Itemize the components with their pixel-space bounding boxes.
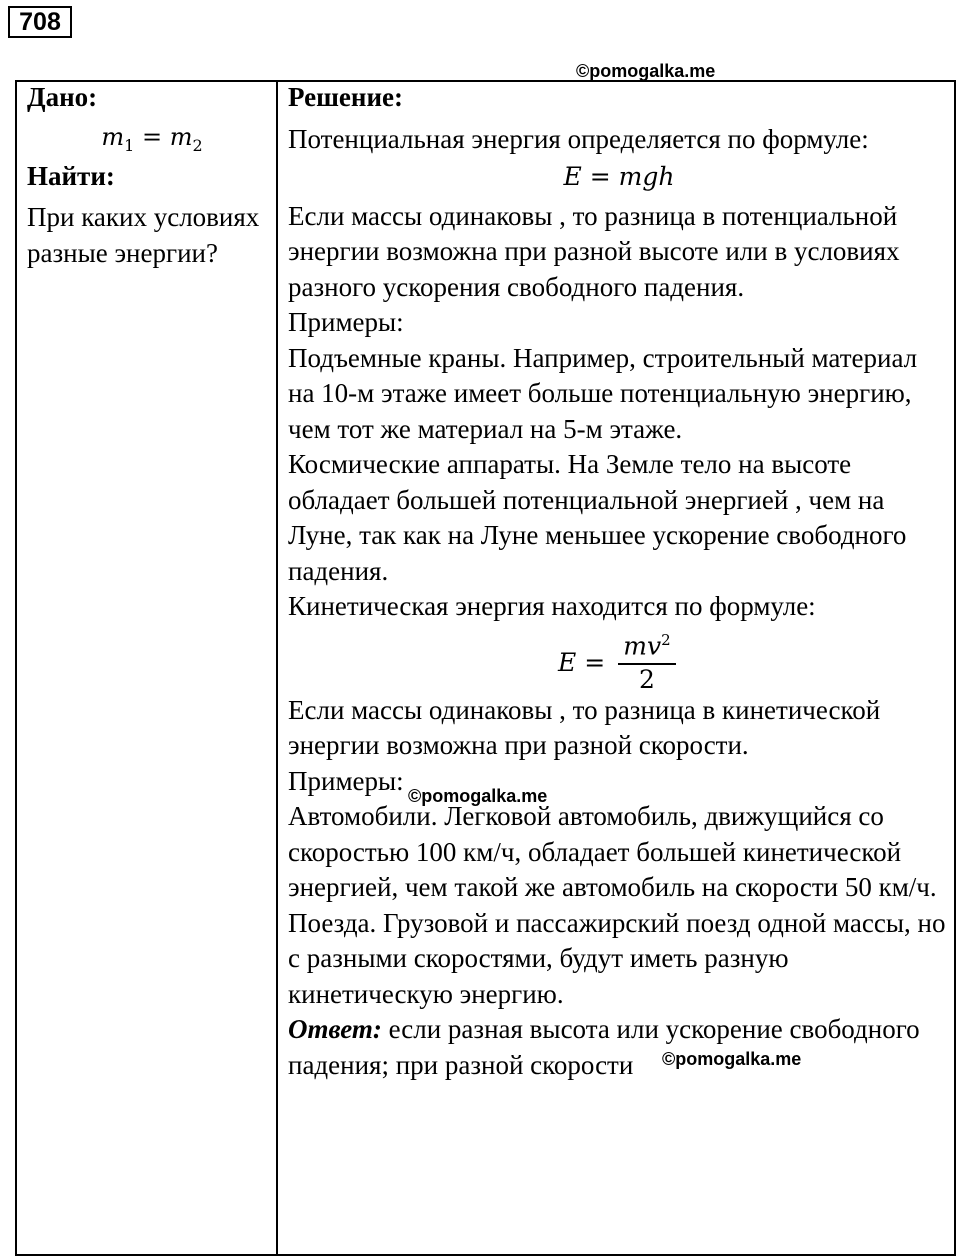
- find-heading: Найти:: [27, 160, 115, 191]
- solution-heading: Решение:: [288, 82, 403, 112]
- examples-label: Примеры:: [288, 307, 404, 337]
- find-question: При каких условиях разные энергии?: [27, 202, 260, 268]
- answer-label: Ответ:: [288, 1014, 382, 1044]
- examples-label: Примеры:: [288, 765, 404, 796]
- watermark: ©pomogalka.me: [408, 786, 548, 806]
- paragraph-kinetic-difference: Если массы одинаковы , то разница в кинетической энергии возможна при разной скорости.: [288, 694, 881, 760]
- fraction-numerator: $mv^2$: [618, 625, 676, 665]
- solution-column: [288, 80, 950, 1083]
- paragraph-cranes: Подъемные краны. Например, строительный материал на 10-м этаже имеет больше потенциальную энергию, чем тот же материал на 5-м этаже.: [288, 342, 918, 444]
- paragraph-trains: Поезда. Грузовой и пассажирский поезд одной массы, но с разными скоростями, будут иметь разную кинетическую энергию.: [288, 907, 946, 1009]
- answer-text: если разная высота или ускорение свободного падения; при разной скорости: [288, 1014, 920, 1080]
- formula-potential-energy: E = mgh: [563, 162, 675, 191]
- given-formula: $m_1 = m_2$: [101, 122, 203, 155]
- column-divider: [276, 80, 278, 1256]
- given-column: [27, 80, 267, 271]
- paragraph-kinetic-intro: Кинетическая энергия находится по формуле:: [288, 591, 816, 621]
- watermark: ©pomogalka.me: [576, 61, 716, 81]
- fraction-denominator: 2: [639, 664, 655, 694]
- paragraph-cars: Автомобили. Легковой автомобиль, движущийся со скоростью 100 км/ч, обладает большей кинетической энергией, чем такой же автомобиль на скорости 50 км/ч.: [288, 801, 937, 902]
- fraction: [618, 625, 676, 695]
- answer: [288, 1012, 950, 1083]
- paragraph-spacecraft: Космические аппараты. На Земле тело на высоте обладает большей потенциальной энергией , чем на Луне, так как на Луне меньшее ускорение свободного падения.: [288, 449, 907, 586]
- paragraph-potential-intro: Потенциальная энергия определяется по формуле:: [288, 123, 869, 154]
- watermark: ©pomogalka.me: [662, 1049, 802, 1069]
- paragraph-potential-difference: Если массы одинаковы , то разница в потенциальной энергии возможна при разной высоте или в условиях разного ускорения свободного падения.: [288, 200, 900, 302]
- problem-number: 708: [8, 6, 72, 38]
- formula-lhs: E =: [558, 647, 606, 677]
- given-heading: Дано:: [27, 82, 98, 112]
- formula-kinetic-energy: [288, 625, 950, 693]
